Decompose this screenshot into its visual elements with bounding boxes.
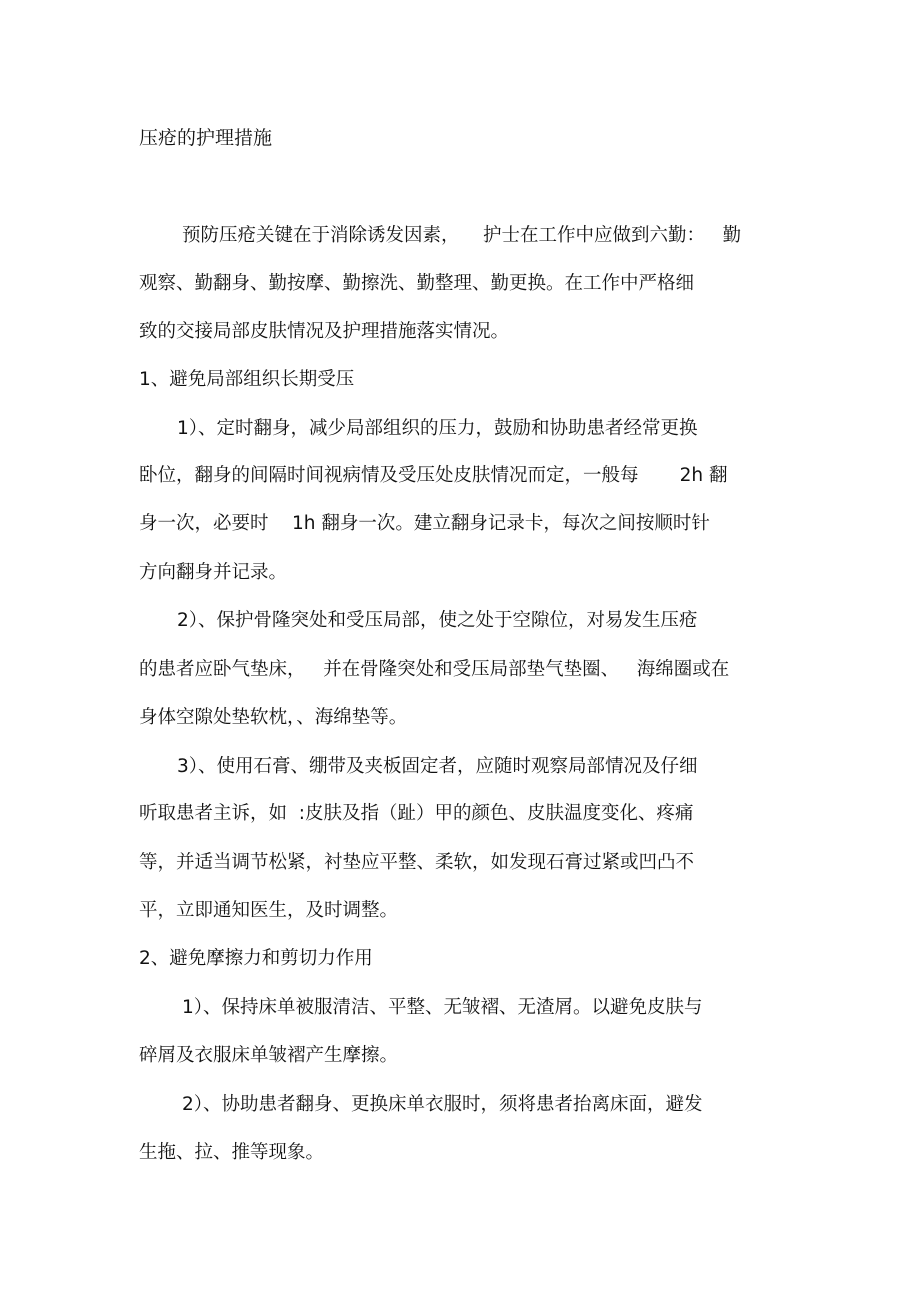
section-1-item-2-line-2: 的患者应卧气垫床， 并在骨隆突处和受压局部垫气垫圈、 海绵圈或在 bbox=[139, 659, 730, 680]
section-1-item-1-line-1: 1）、定时翻身，减少局部组织的压力，鼓励和协助患者经常更换 bbox=[177, 418, 698, 439]
section-2-item-2-line-1: 2）、协助患者翻身、更换床单衣服时，须将患者抬离床面，避发 bbox=[182, 1094, 703, 1115]
document-title: 压疮的护理措施 bbox=[139, 127, 273, 149]
section-1-item-3-line-3: 等，并适当调节松紧，衬垫应平整、柔软，如发现石膏过紧或凹凸不 bbox=[139, 852, 695, 873]
section-2-item-2-line-2: 生拖、拉、推等现象。 bbox=[139, 1142, 325, 1163]
section-1-item-2-line-3: 身体空隙处垫软枕，、海绵垫等。 bbox=[139, 707, 408, 728]
section-2-item-1-line-1: 1）、保持床单被服清洁、平整、无皱褶、无渣屑。以避免皮肤与 bbox=[182, 997, 703, 1018]
section-1-item-3-line-2: 听取患者主诉，如 :皮肤及指（趾）甲的颜色、皮肤温度变化、疼痛 bbox=[139, 803, 694, 824]
section-1-item-3-line-1: 3）、使用石膏、绷带及夹板固定者，应随时观察局部情况及仔细 bbox=[177, 756, 698, 777]
intro-line-1: 预防压疮关键在于消除诱发因素， 护士在工作中应做到六勤： 勤 bbox=[182, 225, 742, 246]
section-1-heading: 1、避免局部组织长期受压 bbox=[139, 369, 355, 390]
section-2-heading: 2、避免摩擦力和剪切力作用 bbox=[139, 948, 373, 969]
intro-line-2: 观察、勤翻身、勤按摩、勤擦洗、勤整理、勤更换。在工作中严格细 bbox=[139, 273, 695, 294]
section-1-item-3-line-4: 平，立即通知医生，及时调整。 bbox=[139, 900, 399, 921]
section-1-item-1-line-4: 方向翻身并记录。 bbox=[139, 562, 288, 583]
section-1-item-2-line-1: 2）、保护骨隆突处和受压局部，使之处于空隙位，对易发生压疮 bbox=[177, 610, 698, 631]
intro-line-3: 致的交接局部皮肤情况及护理措施落实情况。 bbox=[139, 321, 510, 342]
section-2-item-1-line-2: 碎屑及衣服床单皱褶产生摩擦。 bbox=[139, 1045, 399, 1066]
section-1-item-1-line-2: 卧位，翻身的间隔时间视病情及受压处皮肤情况而定，一般每 2h 翻 bbox=[139, 465, 728, 486]
section-1-item-1-line-3: 身一次，必要时 1h 翻身一次。建立翻身记录卡，每次之间按顺时针 bbox=[139, 513, 710, 534]
